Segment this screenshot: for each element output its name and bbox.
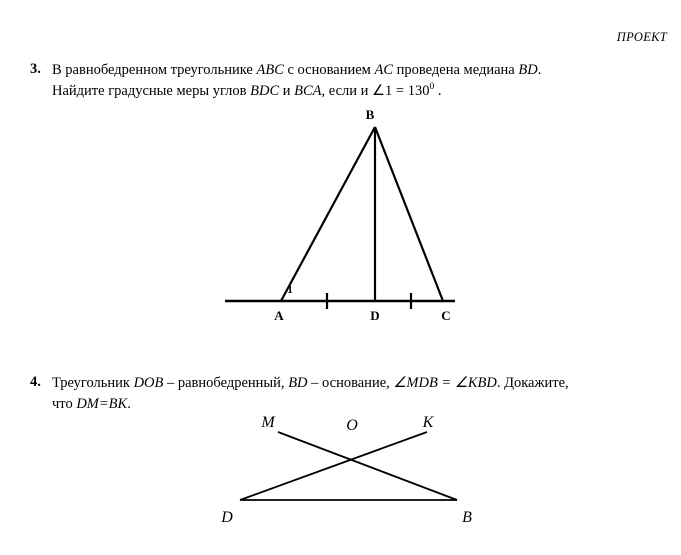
task-3-number: 3. <box>30 61 41 77</box>
label-M: M <box>261 414 275 431</box>
task-4-label-dm-bk: DM=BK <box>76 395 128 412</box>
task-4-number: 4. <box>30 374 41 390</box>
label-angle-1: 1 <box>287 284 293 296</box>
task-3-text <box>52 60 541 101</box>
label-B: B <box>365 107 375 122</box>
task-4-label-bd: BD <box>288 375 308 391</box>
line-ab <box>281 127 375 301</box>
task-3-label-abc: ABC <box>256 62 284 78</box>
task-3-text-4: . <box>537 62 542 78</box>
task-4-text-6: . <box>127 395 131 412</box>
task-4-text-4: . Докажите, <box>496 375 569 391</box>
line-bm <box>278 432 457 500</box>
task-3-text-1: В равнобедренном треугольнике <box>52 62 257 78</box>
task-4-label-dob: DOB <box>133 375 164 391</box>
task-4-text-2: – равнобедренный, <box>163 375 289 391</box>
task-4-text-3: – основание, <box>307 375 394 391</box>
task-3-label-bca: BCA <box>294 82 322 99</box>
line-dk <box>240 432 427 500</box>
task-3-text-3: проведена медиана <box>393 62 519 78</box>
task-3-degree-sign: 0 <box>429 81 435 92</box>
label-C: C <box>441 308 451 323</box>
task-4-angles: ∠MDB = ∠KBD <box>393 375 497 391</box>
label-B: B <box>462 509 472 526</box>
label-A: A <box>274 308 284 323</box>
task-4-text-1: Треугольник <box>52 375 134 391</box>
label-D: D <box>221 509 233 526</box>
task-3-label-bd: BD <box>518 62 538 78</box>
task-3-text-7: , если и <box>321 82 373 99</box>
task-3-label-bdc: BDC <box>250 82 280 99</box>
task-3-text-8: . <box>434 82 442 99</box>
figure-triangle-dob <box>195 405 495 535</box>
label-O: O <box>346 417 358 434</box>
task-3-label-ac: AC <box>374 62 393 78</box>
figure-triangle-abc <box>215 105 475 325</box>
task-3 <box>30 60 660 101</box>
task-3-text-5: Найдите градусные меры углов <box>52 82 251 99</box>
task-3-text-6: и <box>279 82 295 99</box>
task-3-angle-value <box>372 83 434 99</box>
header-note: ПРОЕКТ <box>616 30 667 44</box>
label-D: D <box>370 308 380 323</box>
task-4-text-5: что <box>52 395 77 412</box>
task-3-angle-expr: ∠1 = 130 <box>372 82 430 99</box>
task-3-text-2: с основанием <box>283 62 375 78</box>
line-bc <box>375 127 443 301</box>
label-K: K <box>422 414 434 431</box>
